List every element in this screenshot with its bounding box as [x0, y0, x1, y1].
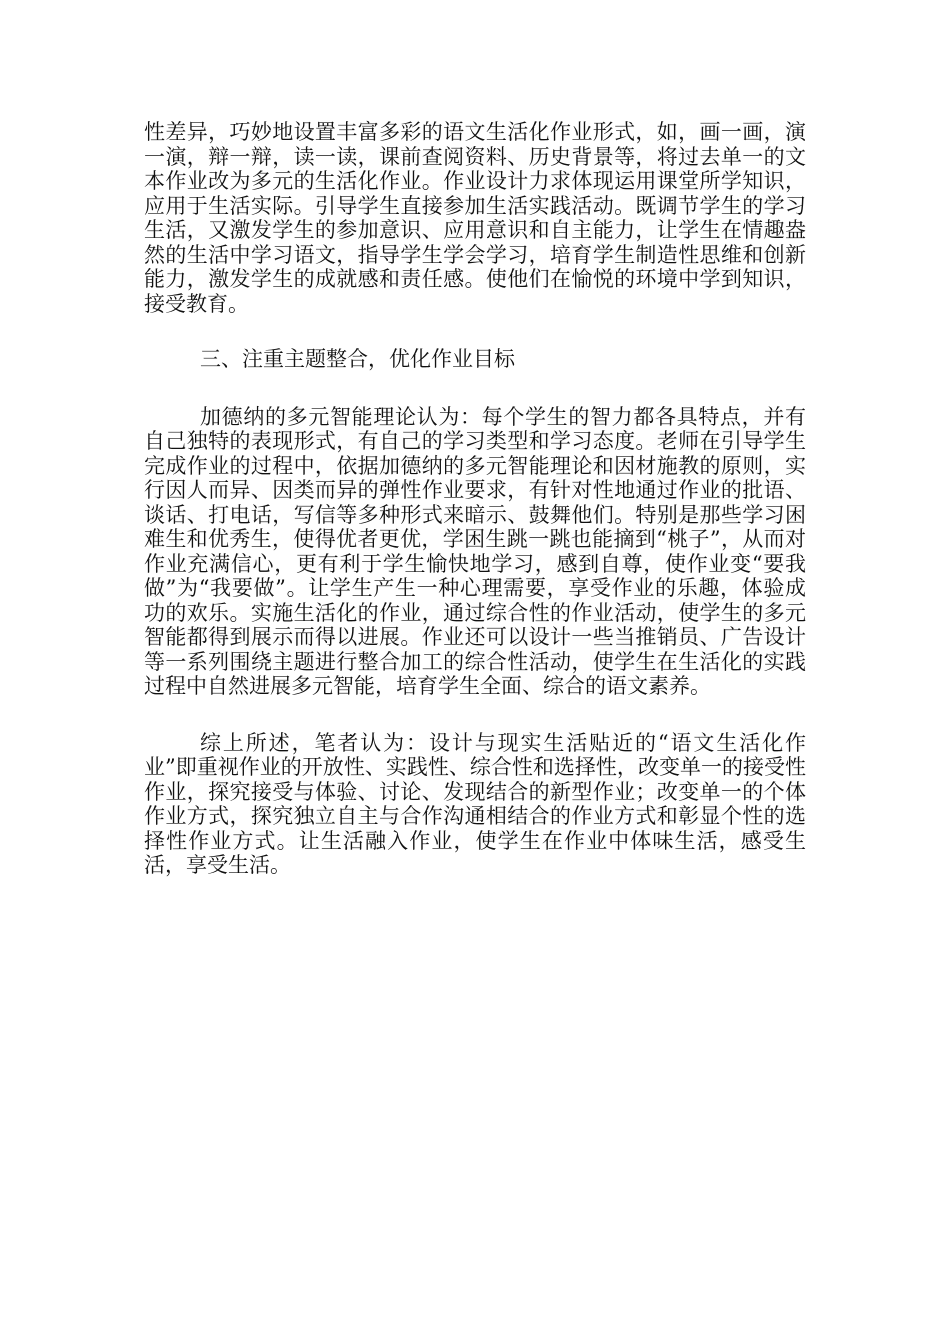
paragraph-2: 加德纳的多元智能理论认为：每个学生的智力都各具特点，并有自己独特的表现形式，有自己的学习类型和学习态度。老师在引导学生完成作业的过程中，依据加德纳的多元智能理论和因材施教的原则，实行因人而异、因类而异的弹性作业要求，有针对性地通过作业的批语、谈话、打电话，写信等多种形式来暗示、鼓舞他们。特别是那些学习困难生和优秀生，使得优者更优，学困生跳一跳也能摘到“桃子”，从而对作业充满信心，更有利于学生愉快地学习，感到自尊，使作业变“要我做”为“我要做”。让学生产生一种心理需要，享受作业的乐趣，体验成功的欢乐。实施生活化的作业，通过综合性的作业活动，使学生的多元智能都得到展示而得以进展。作业还可以设计一些当推销员、广告设计等一系列围绕主题进行整合加工的综合性活动，使学生在生活化的实践过程中自然进展多元智能，培育学生全面、综合的语文素养。 [144, 404, 806, 698]
paragraph-3: 综上所述，笔者认为：设计与现实生活贴近的“语文生活化作业”即重视作业的开放性、实践性、综合性和选择性，改变单一的接受性作业，探究接受与体验、讨论、发现结合的新型作业；改变单一的个体作业方式，探究独立自主与合作沟通相结合的作业方式和彰显个性的选择性作业方式。让生活融入作业，使学生在作业中体味生活，感受生活，享受生活。 [144, 730, 806, 877]
section-heading: 三、注重主题整合，优化作业目标 [200, 347, 515, 371]
document-body [144, 120, 806, 878]
paragraph-1: 性差异，巧妙地设置丰富多彩的语文生活化作业形式，如，画一画，演一演，辩一辩，读一读，课前查阅资料、历史背景等，将过去单一的文本作业改为多元的生活化作业。作业设计力求体现运用课堂所学知识，应用于生活实际。引导学生直接参加生活实践活动。既调节学生的学习生活，又激发学生的参加意识、应用意识和自主能力，让学生在情趣盎然的生活中学习语文，指导学生学会学习，培育学生制造性思维和创新能力，激发学生的成就感和责任感。使他们在愉悦的环境中学到知识，接受教育。 [144, 120, 806, 316]
